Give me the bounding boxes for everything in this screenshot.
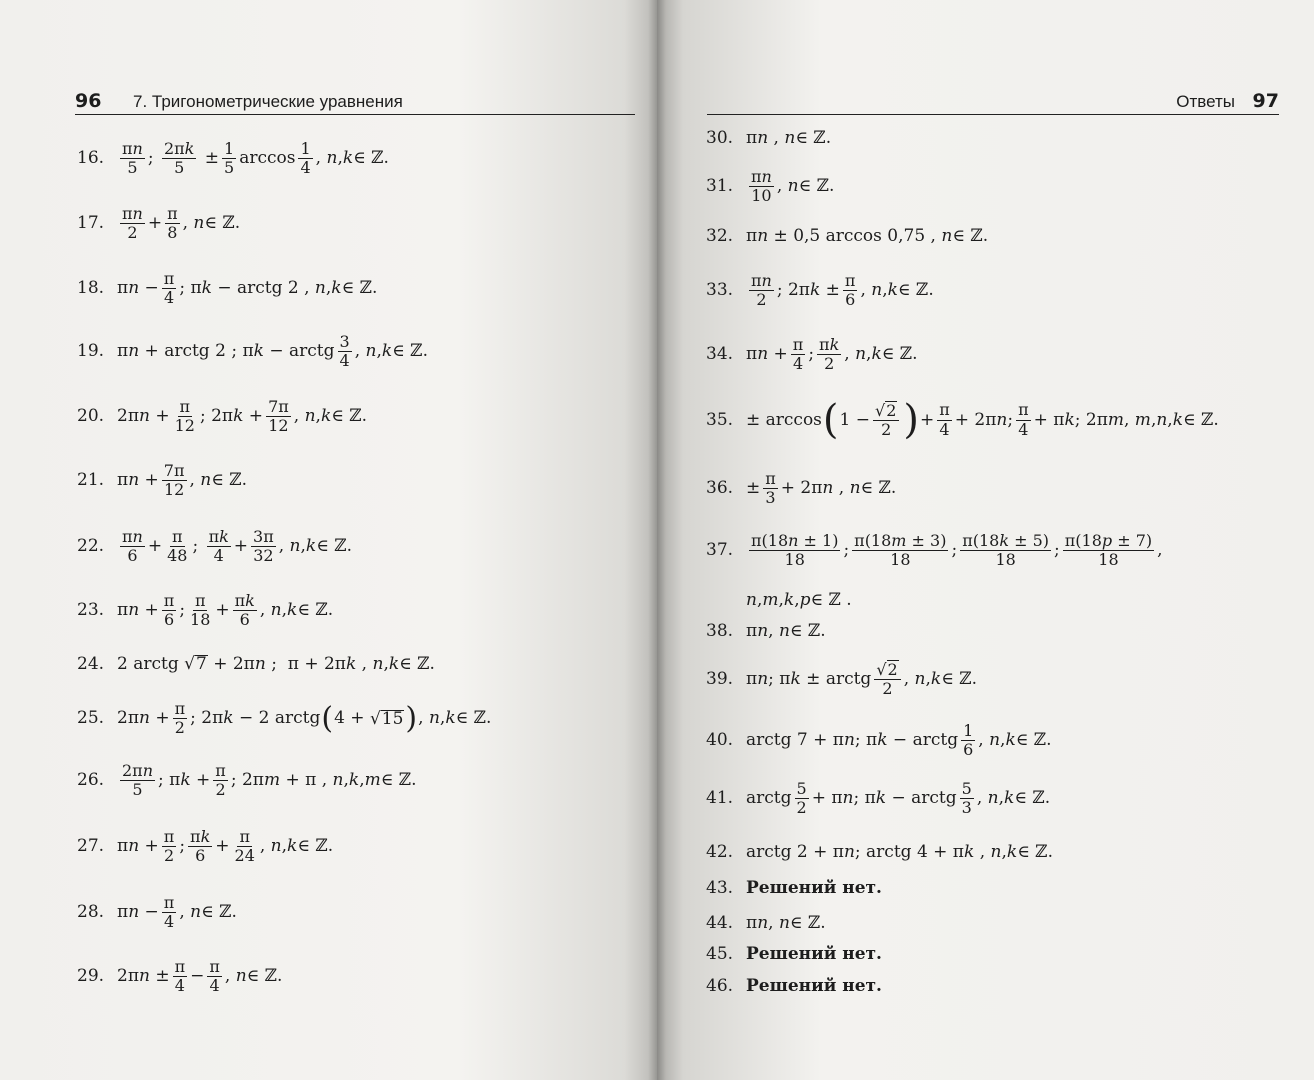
left-page-header: [75, 86, 635, 115]
answer-42: 42. arctg 2 + π n ; arctg 4 + π k , n , k ∈ ℤ.: [706, 842, 1053, 862]
answer-25: 25. 2π n + $\frac{\pi}{2}$ ; 2π k − 2 arctg ( 4 + √ 15 ) , n , k ∈ ℤ.: [77, 699, 492, 738]
answer-43: 43. Решений нет.: [706, 878, 882, 898]
answer-34: 34. π n + $\frac{\pi}{4}$ ; $\frac{\pi k}{2}$ , n , k ∈ ℤ.: [706, 335, 918, 374]
page-number: 96: [75, 90, 102, 112]
answer-40: 40. arctg 7 + π n ; π k − arctg $\frac{1}{6}$ , n , k ∈ ℤ.: [706, 721, 1052, 760]
answer-32: 32. π n ± 0,5 arccos 0,75 , n ∈ ℤ.: [706, 226, 989, 246]
answer-30: 30. π n , n ∈ ℤ.: [706, 128, 832, 148]
answer-39: 39. π n ; π k ± arctg √ 2 2 , n , k ∈ ℤ.: [706, 660, 978, 699]
answer-31: 31. $\frac{\pi n}{10}$ , n ∈ ℤ.: [706, 167, 835, 206]
answer-16: 16. $\frac{\pi n}{5}$ ; $\frac{2\pi k}{5}$ ± $\frac{1}{5}$ arccos $\frac{1}{4}$ , n , k ∈ ℤ.: [77, 139, 389, 178]
answer-45: 45. Решений нет.: [706, 944, 882, 964]
answer-37-continuation: n , m , k , p ∈ ℤ .: [746, 590, 852, 610]
right-page: [657, 0, 1314, 1080]
answer-23: 23. π n + $\frac{\pi}{6}$ ; $\frac{\pi}{18}$ + $\frac{\pi k}{6}$ , n , k ∈ ℤ.: [77, 591, 334, 630]
answer-36: 36. ± $\frac{\pi}{3}$ + 2π n , n ∈ ℤ.: [706, 469, 897, 508]
answer-20: 20. 2π n + $\frac{\pi}{12}$ ; 2π k + $\frac{7\pi}{12}$ , n , k ∈ ℤ.: [77, 397, 368, 436]
answer-22: 22. $\frac{\pi n}{6}$ + $\frac{\pi}{48}$ ; $\frac{\pi k}{4}$ + $\frac{3\pi}{32}$ , n , k ∈ ℤ.: [77, 527, 353, 566]
answer-46: 46. Решений нет.: [706, 976, 882, 996]
right-page-header: [707, 86, 1279, 115]
answer-21: 21. π n + $\frac{7\pi}{12}$ , n ∈ ℤ.: [77, 461, 248, 500]
answer-35: 35. ± arccos ( 1 − √ 2 2 ) + $\frac{\pi}{4}$ + 2π n ; $\frac{\pi}{4}$ + π k ; 2π m , m , n , k ∈ ℤ.: [706, 397, 1219, 443]
answer-29: 29. 2π n ± $\frac{\pi}{4}$ − $\frac{\pi}{4}$ , n ∈ ℤ.: [77, 957, 283, 996]
answer-19: 19. π n + arctg 2 ; π k − arctg $\frac{3}{4}$ , n , k ∈ ℤ.: [77, 332, 428, 371]
section-title: Ответы: [1176, 92, 1235, 111]
book-gutter: [648, 0, 666, 1080]
page-number: 97: [1252, 90, 1279, 112]
answer-27: 27. π n + $\frac{\pi}{2}$ ; $\frac{\pi k}{6}$ + $\frac{\pi}{24}$ , n , k ∈ ℤ.: [77, 827, 334, 866]
answer-37: 37. $\frac{\pi(18n \pm 1)}{18}$ ; $\frac{\pi(18m \pm 3)}{18}$ ; $\frac{\pi(18k \pm 5)}{18}$ ; $\frac{\pi(18p \pm 7)}{18}$ ,: [706, 531, 1163, 570]
answer-28: 28. π n − $\frac{\pi}{4}$ , n ∈ ℤ.: [77, 893, 237, 932]
chapter-title: 7. Тригонометрические уравнения: [133, 92, 403, 111]
answer-33: 33. $\frac{\pi n}{2}$ ; 2π k ± $\frac{\pi}{6}$ , n , k ∈ ℤ.: [706, 271, 934, 310]
answer-41: 41. arctg $\frac{5}{2}$ + π n ; π k − arctg $\frac{5}{3}$ , n , k ∈ ℤ.: [706, 779, 1051, 818]
answer-17: 17. $\frac{\pi n}{2}$ + $\frac{\pi}{8}$ , n ∈ ℤ.: [77, 204, 241, 243]
answer-38: 38. π n , n ∈ ℤ.: [706, 621, 826, 641]
answer-24: 24. 2 arctg √ 7 + 2π n ; π + 2π k , n , k ∈ ℤ.: [77, 653, 435, 674]
answer-44: 44. π n , n ∈ ℤ.: [706, 913, 826, 933]
answer-26: 26. $\frac{2\pi n}{5}$ ; π k + $\frac{\pi}{2}$ ; 2π m + π , n , k , m ∈ ℤ.: [77, 761, 417, 800]
answer-18: 18. π n − $\frac{\pi}{4}$ ; π k − arctg 2 , n , k ∈ ℤ.: [77, 269, 378, 308]
